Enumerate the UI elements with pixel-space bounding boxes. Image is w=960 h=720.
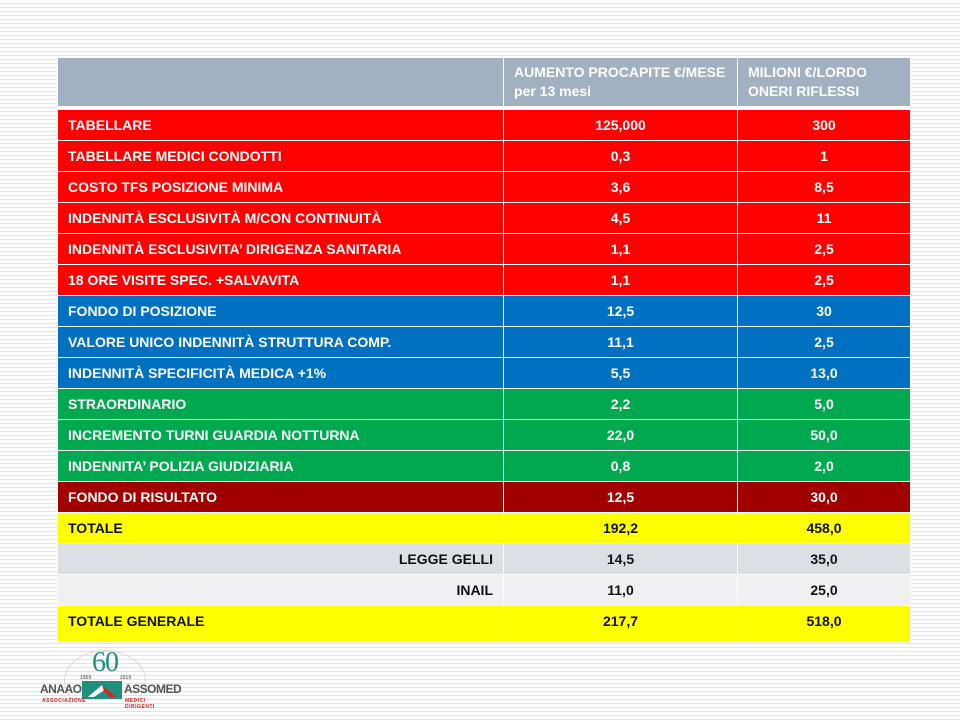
row-value-procapite: 11,0 bbox=[504, 575, 738, 606]
header-aumento-procapite bbox=[504, 58, 738, 109]
row-label: INDENNITÀ ESCLUSIVITA’ DIRIGENZA SANITARIA bbox=[58, 234, 504, 265]
row-value-milioni: 25,0 bbox=[738, 575, 911, 606]
table-row-turni-guardia bbox=[58, 420, 911, 451]
cost-table bbox=[57, 57, 911, 643]
row-value-procapite: 12,5 bbox=[504, 482, 738, 513]
row-value-procapite: 4,5 bbox=[504, 203, 738, 234]
table-row-indennita-esclusivita-dirigenza bbox=[58, 234, 911, 265]
row-value-procapite: 0,3 bbox=[504, 141, 738, 172]
logo-year-start: 1959 bbox=[80, 675, 92, 681]
row-value-milioni: 518,0 bbox=[738, 606, 911, 643]
row-label: FONDO DI POSIZIONE bbox=[58, 296, 504, 327]
row-value-milioni: 13,0 bbox=[738, 358, 911, 389]
row-label: INDENNITÀ SPECIFICITÀ MEDICA +1% bbox=[58, 358, 504, 389]
row-value-procapite: 2,2 bbox=[504, 389, 738, 420]
row-value-procapite: 1,1 bbox=[504, 234, 738, 265]
row-value-procapite: 22,0 bbox=[504, 420, 738, 451]
row-label: INDENNITÀ ESCLUSIVITÀ M/CON CONTINUITÀ bbox=[58, 203, 504, 234]
row-value-milioni: 2,5 bbox=[738, 327, 911, 358]
cost-table-container bbox=[57, 57, 910, 643]
table-header-row bbox=[58, 58, 911, 109]
row-value-milioni: 2,5 bbox=[738, 234, 911, 265]
row-label: VALORE UNICO INDENNITÀ STRUTTURA COMP. bbox=[58, 327, 504, 358]
row-label: INCREMENTO TURNI GUARDIA NOTTURNA bbox=[58, 420, 504, 451]
row-label: INDENNITA’ POLIZIA GIUDIZIARIA bbox=[58, 451, 504, 482]
row-value-procapite: 12,5 bbox=[504, 296, 738, 327]
row-label: 18 ORE VISITE SPEC. +SALVAVITA bbox=[58, 265, 504, 296]
logo-left-word: ANAAO bbox=[40, 682, 82, 696]
row-value-milioni: 11 bbox=[738, 203, 911, 234]
table-row-tabellare-medici-condotti bbox=[58, 141, 911, 172]
logo-year-end: 2019 bbox=[120, 675, 132, 681]
row-label: TABELLARE MEDICI CONDOTTI bbox=[58, 141, 504, 172]
row-value-procapite: 217,7 bbox=[504, 606, 738, 643]
table-row-costo-tfs bbox=[58, 172, 911, 203]
row-value-procapite: 14,5 bbox=[504, 544, 738, 575]
table-row-polizia-giudiziaria bbox=[58, 451, 911, 482]
header-label bbox=[58, 58, 504, 109]
row-value-milioni: 35,0 bbox=[738, 544, 911, 575]
logo-mark-icon bbox=[82, 681, 122, 699]
row-value-procapite: 192,2 bbox=[504, 513, 738, 544]
row-value-milioni: 458,0 bbox=[738, 513, 911, 544]
table-row-totale-generale bbox=[58, 606, 911, 643]
table-row-fondo-posizione bbox=[58, 296, 911, 327]
logo-right-word: ASSOMED bbox=[124, 682, 182, 696]
table-row-legge-gelli bbox=[58, 544, 911, 575]
table-row-tabellare bbox=[58, 108, 911, 141]
row-value-milioni: 8,5 bbox=[738, 172, 911, 203]
row-value-procapite: 3,6 bbox=[504, 172, 738, 203]
row-label: COSTO TFS POSIZIONE MINIMA bbox=[58, 172, 504, 203]
logo-anniversary-number: 60 bbox=[92, 647, 118, 678]
row-value-milioni: 30,0 bbox=[738, 482, 911, 513]
row-label: FONDO DI RISULTATO bbox=[58, 482, 504, 513]
header-milioni-lordo bbox=[738, 58, 911, 109]
row-label: LEGGE GELLI bbox=[58, 544, 504, 575]
row-value-procapite: 0,8 bbox=[504, 451, 738, 482]
logo-left-subtitle: ASSOCIAZIONE bbox=[42, 698, 87, 704]
row-value-procapite: 5,5 bbox=[504, 358, 738, 389]
row-value-procapite: 125,000 bbox=[504, 108, 738, 141]
row-value-milioni: 2,5 bbox=[738, 265, 911, 296]
header-milioni-lordo-text: MILIONI €/LORDO ONERI RIFLESSI bbox=[748, 64, 867, 99]
row-value-milioni: 300 bbox=[738, 108, 911, 141]
row-value-milioni: 2,0 bbox=[738, 451, 911, 482]
row-value-milioni: 1 bbox=[738, 141, 911, 172]
table-row-specificita-medica bbox=[58, 358, 911, 389]
row-value-milioni: 5,0 bbox=[738, 389, 911, 420]
row-label: TABELLARE bbox=[58, 108, 504, 141]
table-row-totale bbox=[58, 513, 911, 544]
row-value-procapite: 1,1 bbox=[504, 265, 738, 296]
table-row-inail bbox=[58, 575, 911, 606]
row-value-procapite: 11,1 bbox=[504, 327, 738, 358]
table-row-18-ore-visite bbox=[58, 265, 911, 296]
table-row-straordinario bbox=[58, 389, 911, 420]
logo-right-subtitle: MEDICI DIRIGENTI bbox=[125, 698, 155, 710]
row-label: INAIL bbox=[58, 575, 504, 606]
anaao-assomed-logo bbox=[40, 647, 182, 710]
row-label: STRAORDINARIO bbox=[58, 389, 504, 420]
table-row-indennita-esclusivita-mcon bbox=[58, 203, 911, 234]
row-label: TOTALE bbox=[58, 513, 504, 544]
table-row-fondo-risultato bbox=[58, 482, 911, 513]
table-row-valore-unico bbox=[58, 327, 911, 358]
row-value-milioni: 30 bbox=[738, 296, 911, 327]
header-aumento-procapite-text: AUMENTO PROCAPITE €/MESE per 13 mesi bbox=[514, 64, 726, 99]
row-label: TOTALE GENERALE bbox=[58, 606, 504, 643]
row-value-milioni: 50,0 bbox=[738, 420, 911, 451]
